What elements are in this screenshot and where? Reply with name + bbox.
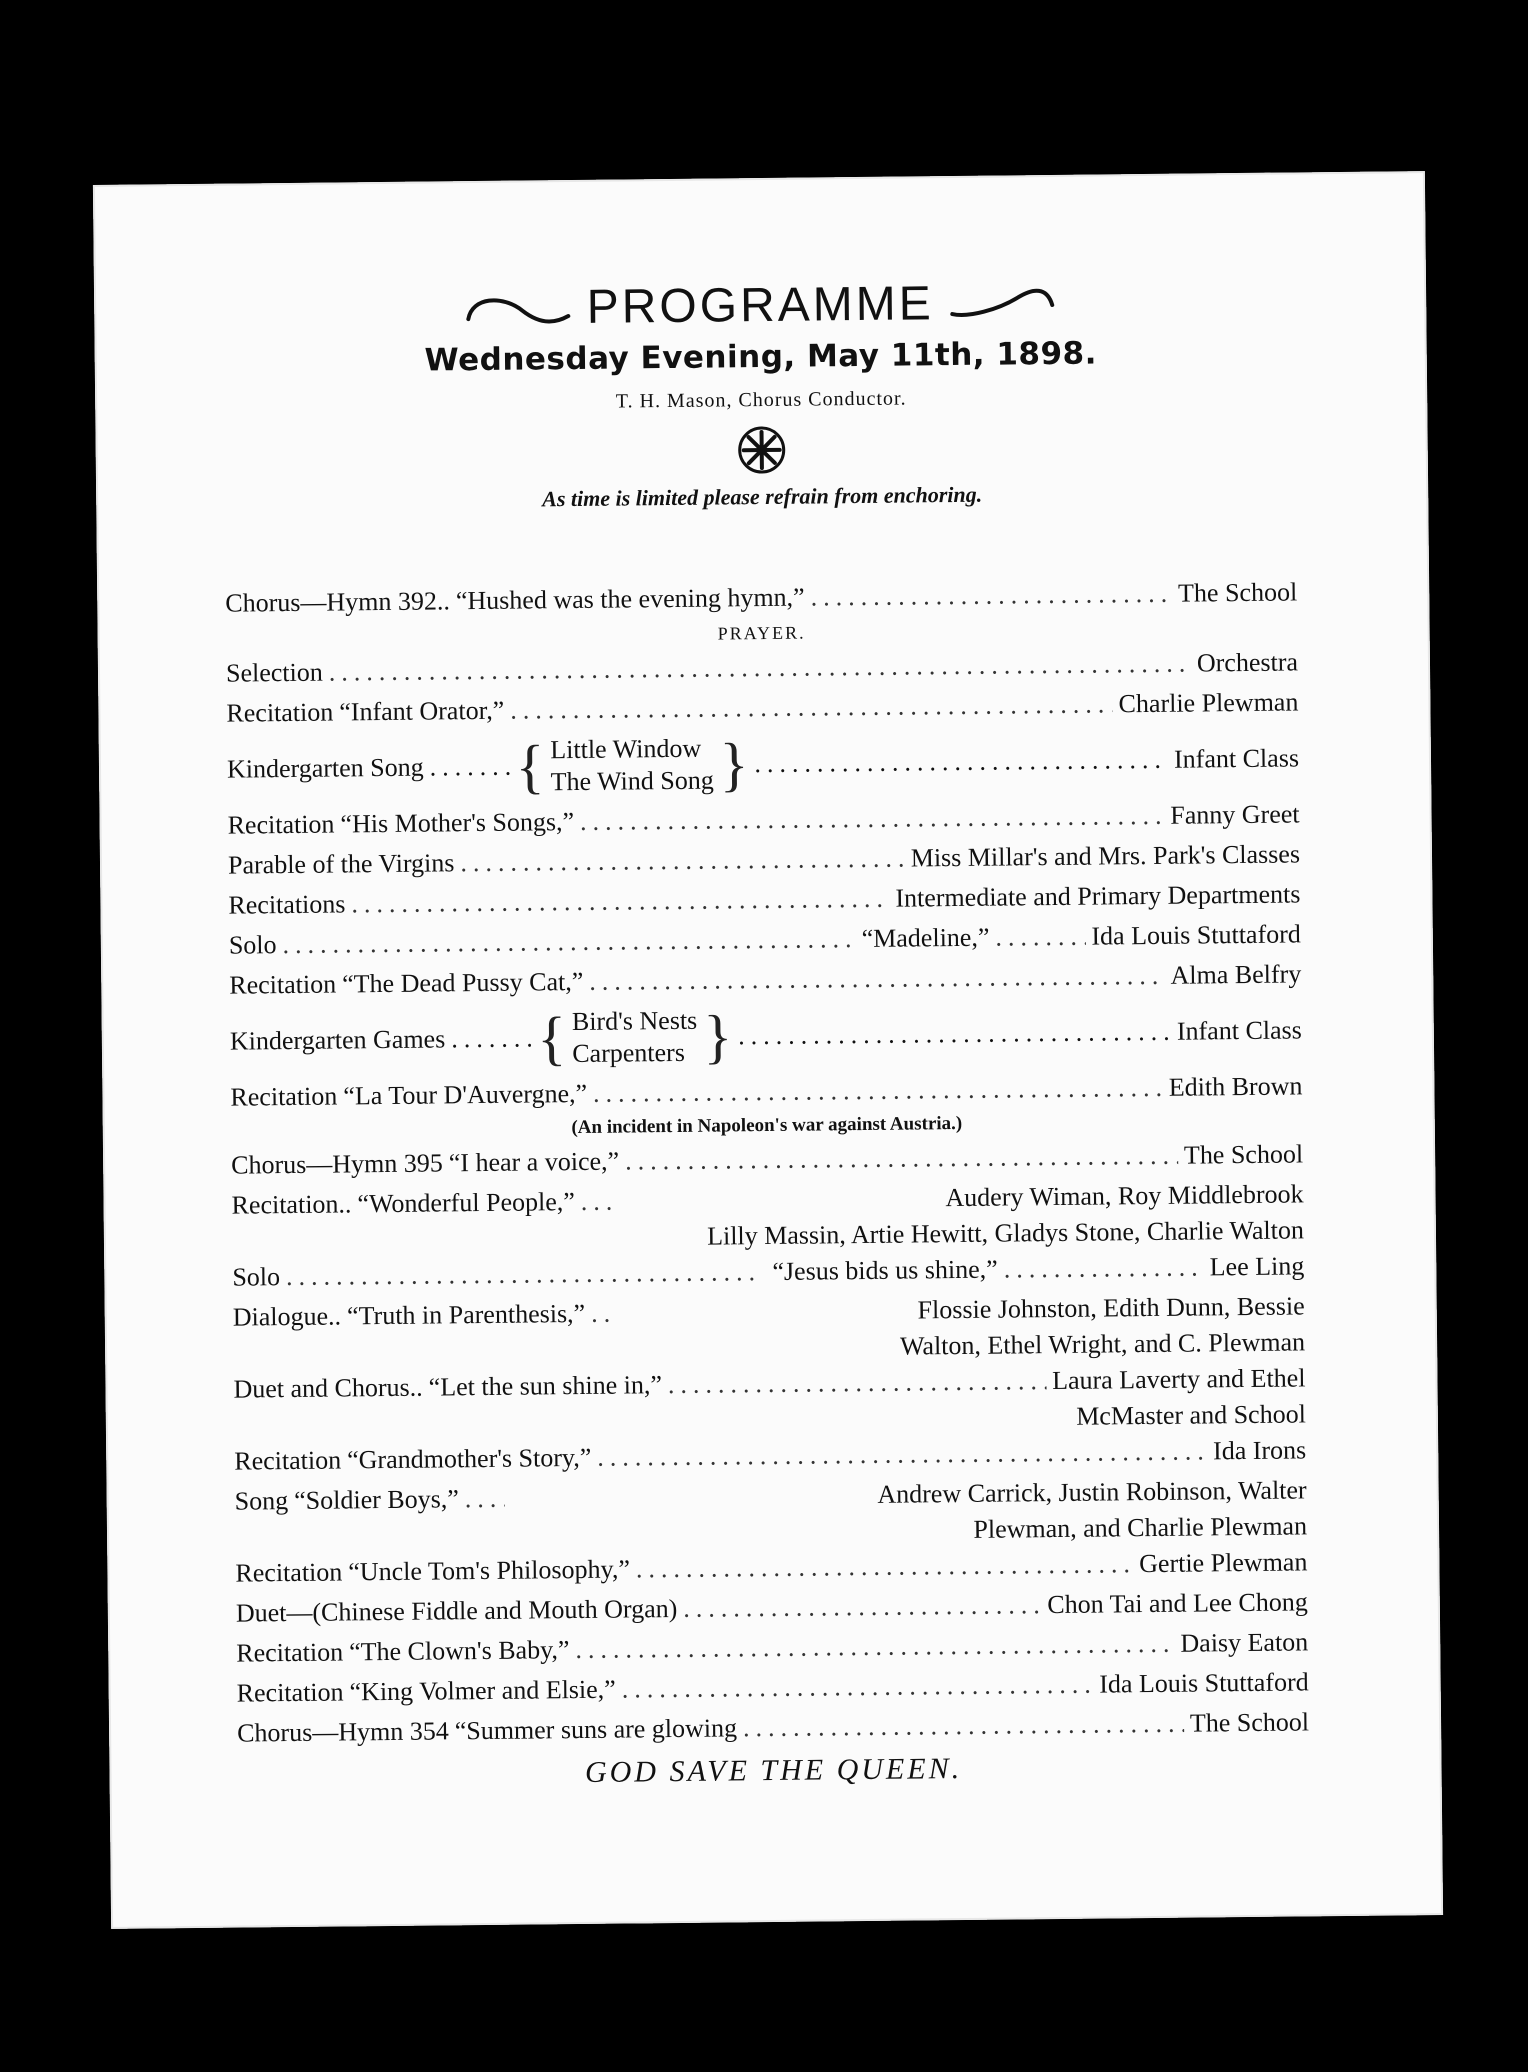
leader-dots <box>754 745 1168 779</box>
item-type: Recitation.. <box>231 1189 352 1220</box>
item-type: Recitation <box>230 1081 338 1112</box>
closing-line: GOD SAVE THE QUEEN. <box>584 1752 963 1789</box>
item-title-group <box>550 733 714 799</box>
leader-dots <box>591 1294 611 1334</box>
item-title: “King Volmer and Elsie,” <box>349 1674 616 1707</box>
item-performer: Andrew Carrick, Justin Robinson, Walter <box>877 1475 1307 1509</box>
item-performer: Chon Tai and Lee Chong <box>1047 1587 1308 1620</box>
item-performer: Alma Belfry <box>1170 959 1302 990</box>
item-title: “His Mother's Songs,” <box>340 807 575 839</box>
item-title: “La Tour D'Auvergne,” <box>343 1078 588 1111</box>
item-type: Recitation <box>226 697 334 728</box>
item-performer: Flossie Johnston, Edith Dunn, Bessie <box>917 1291 1305 1325</box>
leader-dots <box>625 1136 1178 1182</box>
item-performer: Audery Wiman, Roy Middlebrook <box>945 1179 1304 1213</box>
leader-dots <box>460 839 905 884</box>
leader-dots <box>668 1361 1047 1405</box>
leader-dots <box>575 1624 1174 1670</box>
leader-dots <box>738 1017 1171 1052</box>
item-type: Duet—(Chinese Fiddle and Mouth Organ) <box>235 1593 678 1628</box>
item-type: Recitation <box>236 1677 344 1708</box>
item-performer: Infant Class <box>1173 743 1300 774</box>
item-performer-continued: McMaster and School <box>1076 1399 1306 1431</box>
item-title: “Grandmother's Story,” <box>346 1442 592 1475</box>
leader-dots <box>581 1182 611 1222</box>
item-performer: Lee Ling <box>1209 1251 1305 1282</box>
item-type: Solo <box>232 1262 281 1292</box>
item-type: Chorus—Hymn 354 <box>236 1716 449 1748</box>
right-brace-icon: } <box>719 731 749 798</box>
item-type: Recitation <box>234 1445 342 1476</box>
item-type: Recitation <box>235 1557 343 1588</box>
item-title: “The Clown's Baby,” <box>348 1635 570 1667</box>
item-title: “Let the sun shine in,” <box>428 1370 663 1402</box>
list-item <box>230 994 1303 1077</box>
item-title: Bird's Nests <box>571 1005 698 1037</box>
prayer-heading: PRAYER. <box>717 622 806 644</box>
item-note: (An incident in Napoleon's war against Austria.) <box>571 1112 963 1139</box>
item-title: The Wind Song <box>550 765 714 797</box>
item-type: Recitation <box>236 1637 344 1668</box>
page-title: PROGRAMME <box>586 277 934 334</box>
item-performer: The School <box>1189 1707 1310 1738</box>
item-type: Recitation <box>227 809 335 840</box>
event-date: Wednesday Evening, May 11th, 1898. <box>424 335 1098 379</box>
leader-dots <box>589 956 1165 1002</box>
item-performer: Intermediate and Primary Departments <box>895 879 1301 913</box>
item-performer: The School <box>1177 577 1298 608</box>
conductor-line: T. H. Mason, Chorus Conductor. <box>615 387 907 413</box>
item-performer: Fanny Greet <box>1170 799 1300 830</box>
leader-dots <box>743 1704 1184 1749</box>
leader-dots <box>593 1068 1163 1114</box>
item-title: “Wonderful People,” <box>357 1187 575 1219</box>
rosette-icon <box>735 424 788 477</box>
item-title: “Hushed was the evening hymn,” <box>455 582 805 616</box>
item-performer: Orchestra <box>1196 647 1299 678</box>
title-row <box>94 271 1427 340</box>
item-type: Dialogue.. <box>232 1301 342 1332</box>
item-title: “Uncle Tom's Philosophy,” <box>348 1554 631 1587</box>
item-type: Solo <box>228 930 277 960</box>
item-title: Carpenters <box>572 1037 686 1069</box>
item-type: Song <box>234 1486 289 1516</box>
item-title: “The Dead Pussy Cat,” <box>341 966 584 999</box>
item-performer: Infant Class <box>1176 1015 1302 1046</box>
item-performer: The School <box>1183 1139 1304 1170</box>
leader-dots <box>351 879 889 925</box>
item-title: “Infant Orator,” <box>339 695 505 727</box>
leader-dots <box>1004 1247 1204 1289</box>
item-type: Kindergarten Games <box>229 1024 446 1056</box>
item-title: “Soldier Boys,” <box>294 1484 459 1515</box>
leader-dots <box>430 752 510 783</box>
leader-dots <box>810 574 1172 618</box>
item-type: Recitations <box>228 889 346 920</box>
leader-dots <box>510 684 1113 730</box>
programme-header <box>94 271 1428 517</box>
item-type: Kindergarten Song <box>226 752 424 784</box>
item-performer-continued: Plewman, and Charlie Plewman <box>973 1511 1308 1544</box>
item-performer: Daisy Eaton <box>1180 1627 1309 1658</box>
flourish-left-icon <box>462 288 572 329</box>
item-type: Chorus—Hymn 395 <box>231 1148 443 1180</box>
leader-dots <box>636 1544 1134 1589</box>
leader-dots <box>465 1479 505 1519</box>
item-type: Recitation <box>229 969 337 1000</box>
item-type: Parable of the Virgins <box>227 848 455 880</box>
item-title: “Truth in Parenthesis,” <box>346 1298 586 1331</box>
leader-dots <box>282 919 850 965</box>
item-performer: Edith Brown <box>1168 1071 1303 1102</box>
programme-list <box>225 572 1310 1793</box>
leader-dots <box>683 1585 1041 1629</box>
item-performer-continued: Lilly Massin, Artie Hewitt, Gladys Stone, Charlie Walton <box>706 1215 1305 1251</box>
item-title: “Madeline,” <box>861 922 990 954</box>
item-type: Chorus—Hymn 392.. <box>225 586 451 618</box>
leader-dots <box>597 1431 1207 1477</box>
notice-text: As time is limited please refrain from enchoring. <box>542 481 983 512</box>
item-performer: Charlie Plewman <box>1118 687 1299 719</box>
leader-dots <box>995 917 1085 958</box>
leader-dots <box>451 1023 531 1054</box>
leader-dots <box>580 796 1165 842</box>
item-title: “Summer suns are glowing <box>454 1713 738 1746</box>
item-title: “I hear a voice,” <box>448 1146 620 1178</box>
item-title: Little Window <box>550 733 702 765</box>
right-brace-icon: } <box>703 1003 733 1070</box>
leader-dots <box>622 1665 1094 1710</box>
item-performer: Miss Millar's and Mrs. Park's Classes <box>910 839 1301 873</box>
item-type: Duet and Chorus.. <box>233 1372 423 1404</box>
item-performer: Gertie Plewman <box>1139 1547 1308 1579</box>
item-performer-continued: Walton, Ethel Wright, and C. Plewman <box>899 1327 1306 1361</box>
item-performer: Ida Louis Stuttaford <box>1099 1667 1309 1699</box>
item-type: Selection <box>225 657 323 688</box>
flourish-right-icon <box>947 282 1057 323</box>
left-brace-icon: { <box>536 1005 567 1072</box>
list-item <box>227 722 1300 805</box>
item-performer: Ida Louis Stuttaford <box>1091 919 1301 951</box>
item-performer: Ida Irons <box>1212 1435 1307 1466</box>
item-title-group <box>572 1005 698 1070</box>
item-title: “Jesus bids us shine,” <box>772 1254 998 1286</box>
left-brace-icon: { <box>515 733 545 800</box>
leader-dots <box>286 1252 761 1297</box>
item-performer: Laura Laverty and Ethel <box>1051 1363 1306 1396</box>
programme-sheet <box>93 171 1443 1929</box>
